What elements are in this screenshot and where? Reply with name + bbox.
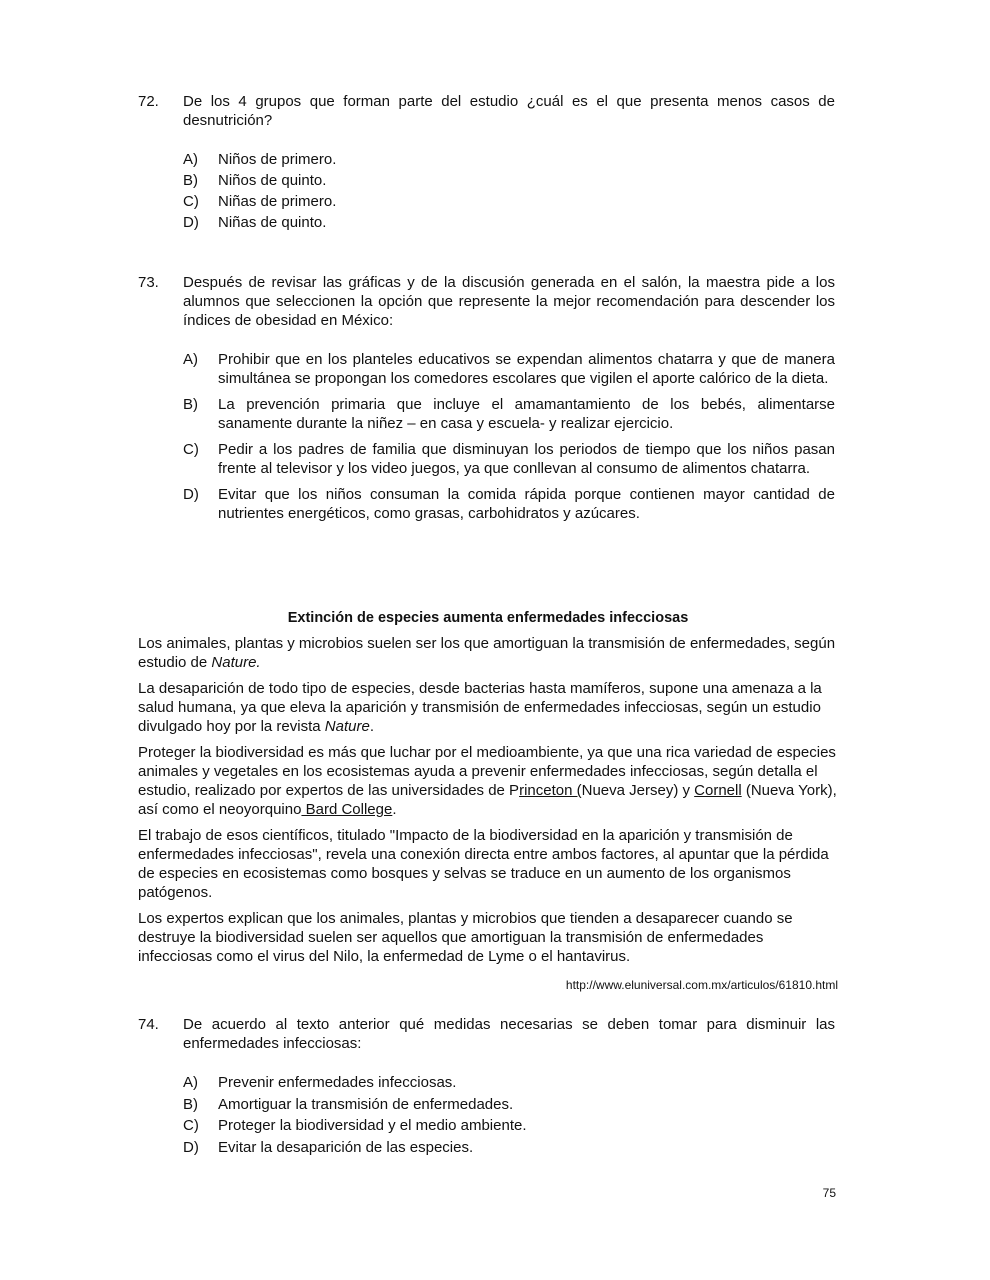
article-source-url: http://www.eluniversal.com.mx/articulos/61810.html [565,978,838,992]
option-letter: D) [183,1138,199,1156]
option-list [183,350,835,523]
option-b[interactable] [183,1095,835,1117]
bard-college-link[interactable]: Bard College [301,801,393,818]
cornell-link[interactable]: Cornell [694,782,742,799]
article-paragraph-4: El trabajo de esos científicos, titulado "Impacto de la biodiversidad en la aparición y transmisión de enfermedades infecciosas", revela una conexión directa entre ambos factores, al apuntar que la pérdida de especies en ecosistemas como bosques y selvas se traduce en un aumento de los organismos patógenos. [138,827,829,901]
option-d[interactable] [183,213,835,234]
question-number: 72. [138,93,159,110]
option-letter: D) [183,486,199,503]
option-text: Niñas de primero. [218,193,337,210]
option-letter: B) [183,172,198,189]
question-number: 73. [138,274,159,291]
option-letter: A) [183,151,198,168]
option-c[interactable] [183,1116,835,1138]
option-letter: C) [183,441,199,458]
option-text: Niños de quinto. [218,172,327,189]
question-text: De acuerdo al texto anterior qué medidas necesarias se deben tomar para disminuir las enfermedades infecciosas: [183,1016,835,1052]
article-paragraph-5: Los expertos explican que los animales, plantas y microbios que tienden a desaparecer cuando se destruye la biodiversidad suelen ser aquellos que amortiguan la transmisión de enfermedades infecciosas como el virus del Nilo, la enfermedad de Lyme o el hantavirus. [138,910,793,965]
option-d[interactable] [183,1138,835,1160]
article-paragraph-1: Los animales, plantas y microbios suelen ser los que amortiguan la transmisión de enfermedades, según estudio de Nature. [138,635,836,671]
option-letter: A) [183,351,198,368]
option-text: Pedir a los padres de familia que disminuyan los periodos de tiempo que los niños pasan frente al televisor y los video juegos, ya que conllevan al consumo de alimentos chatarra. [218,441,835,477]
question-72 [138,92,835,234]
option-a[interactable] [183,150,835,171]
question-text: Después de revisar las gráficas y de la discusión generada en el salón, la maestra pide a los alumnos que seleccionen la opción que represente la mejor recomendación para descender los índices de obesidad en México: [183,274,835,329]
article-paragraph-2: La desaparición de todo tipo de especies, desde bacterias hasta mamíferos, supone una amenaza a la salud humana, ya que eleva la aparición y transmisión de enfermedades infecciosas, según un estudio divulgado hoy por la revista Nature. [138,680,822,735]
option-a[interactable] [183,350,835,388]
journal-name: Nature [324,718,370,735]
option-text: Evitar que los niños consuman la comida rápida porque contienen mayor cantidad de nutrientes energéticos, como grasas, carbohidratos y azúcares. [218,486,835,522]
princeton-link[interactable]: rinceton ( [519,782,582,799]
option-text: Evitar la desaparición de las especies. [218,1138,474,1156]
option-text: Prevenir enfermedades infecciosas. [218,1074,457,1091]
article-paragraph-3: Proteger la biodiversidad es más que luchar por el medioambiente, ya que una rica variedad de especies animales y vegetales en los ecosistemas ayuda a prevenir enfermedades infecciosas, según detalla el estudio, realizado por expertos de las universidades de Princeton (Nueva Jersey) y Cornell (Nueva York), así como el neoyorquino Bard College. [138,744,837,818]
journal-name: Nature. [211,654,261,671]
option-a[interactable] [183,1073,835,1095]
question-74 [138,1015,835,1159]
article-title: Extinción de especies aumenta enfermedades infecciosas [287,610,689,626]
question-number: 74. [138,1016,159,1033]
question-73 [138,273,835,530]
option-text: Niños de primero. [218,151,337,168]
option-text: Prohibir que en los planteles educativos se expendan alimentos chatarra y que de manera simultánea se propongan los comedores escolares que vigilen el aporte calórico de la dieta. [218,351,835,387]
question-text: De los 4 grupos que forman parte del estudio ¿cuál es el que presenta menos casos de desnutrición? [183,93,835,129]
option-text: Amortiguar la transmisión de enfermedades. [218,1095,514,1113]
option-b[interactable] [183,171,835,192]
page-number: 75 [822,1186,836,1200]
option-d[interactable] [183,485,835,523]
option-letter: C) [183,193,199,210]
option-list [183,150,835,234]
option-text: Niñas de quinto. [218,214,327,231]
option-text: La prevención primaria que incluye el amamantamiento de los bebés, alimentarse sanamente durante la niñez – en casa y escuela- y realizar ejercicio. [218,396,835,432]
option-letter: B) [183,396,198,413]
reading-article [138,609,838,973]
option-c[interactable] [183,440,835,478]
option-b[interactable] [183,395,835,433]
option-letter: D) [183,214,199,231]
option-letter: A) [183,1074,198,1091]
option-list [183,1073,835,1159]
option-c[interactable] [183,192,835,213]
option-letter: B) [183,1095,198,1113]
option-letter: C) [183,1117,199,1134]
option-text: Proteger la biodiversidad y el medio ambiente. [218,1117,527,1134]
